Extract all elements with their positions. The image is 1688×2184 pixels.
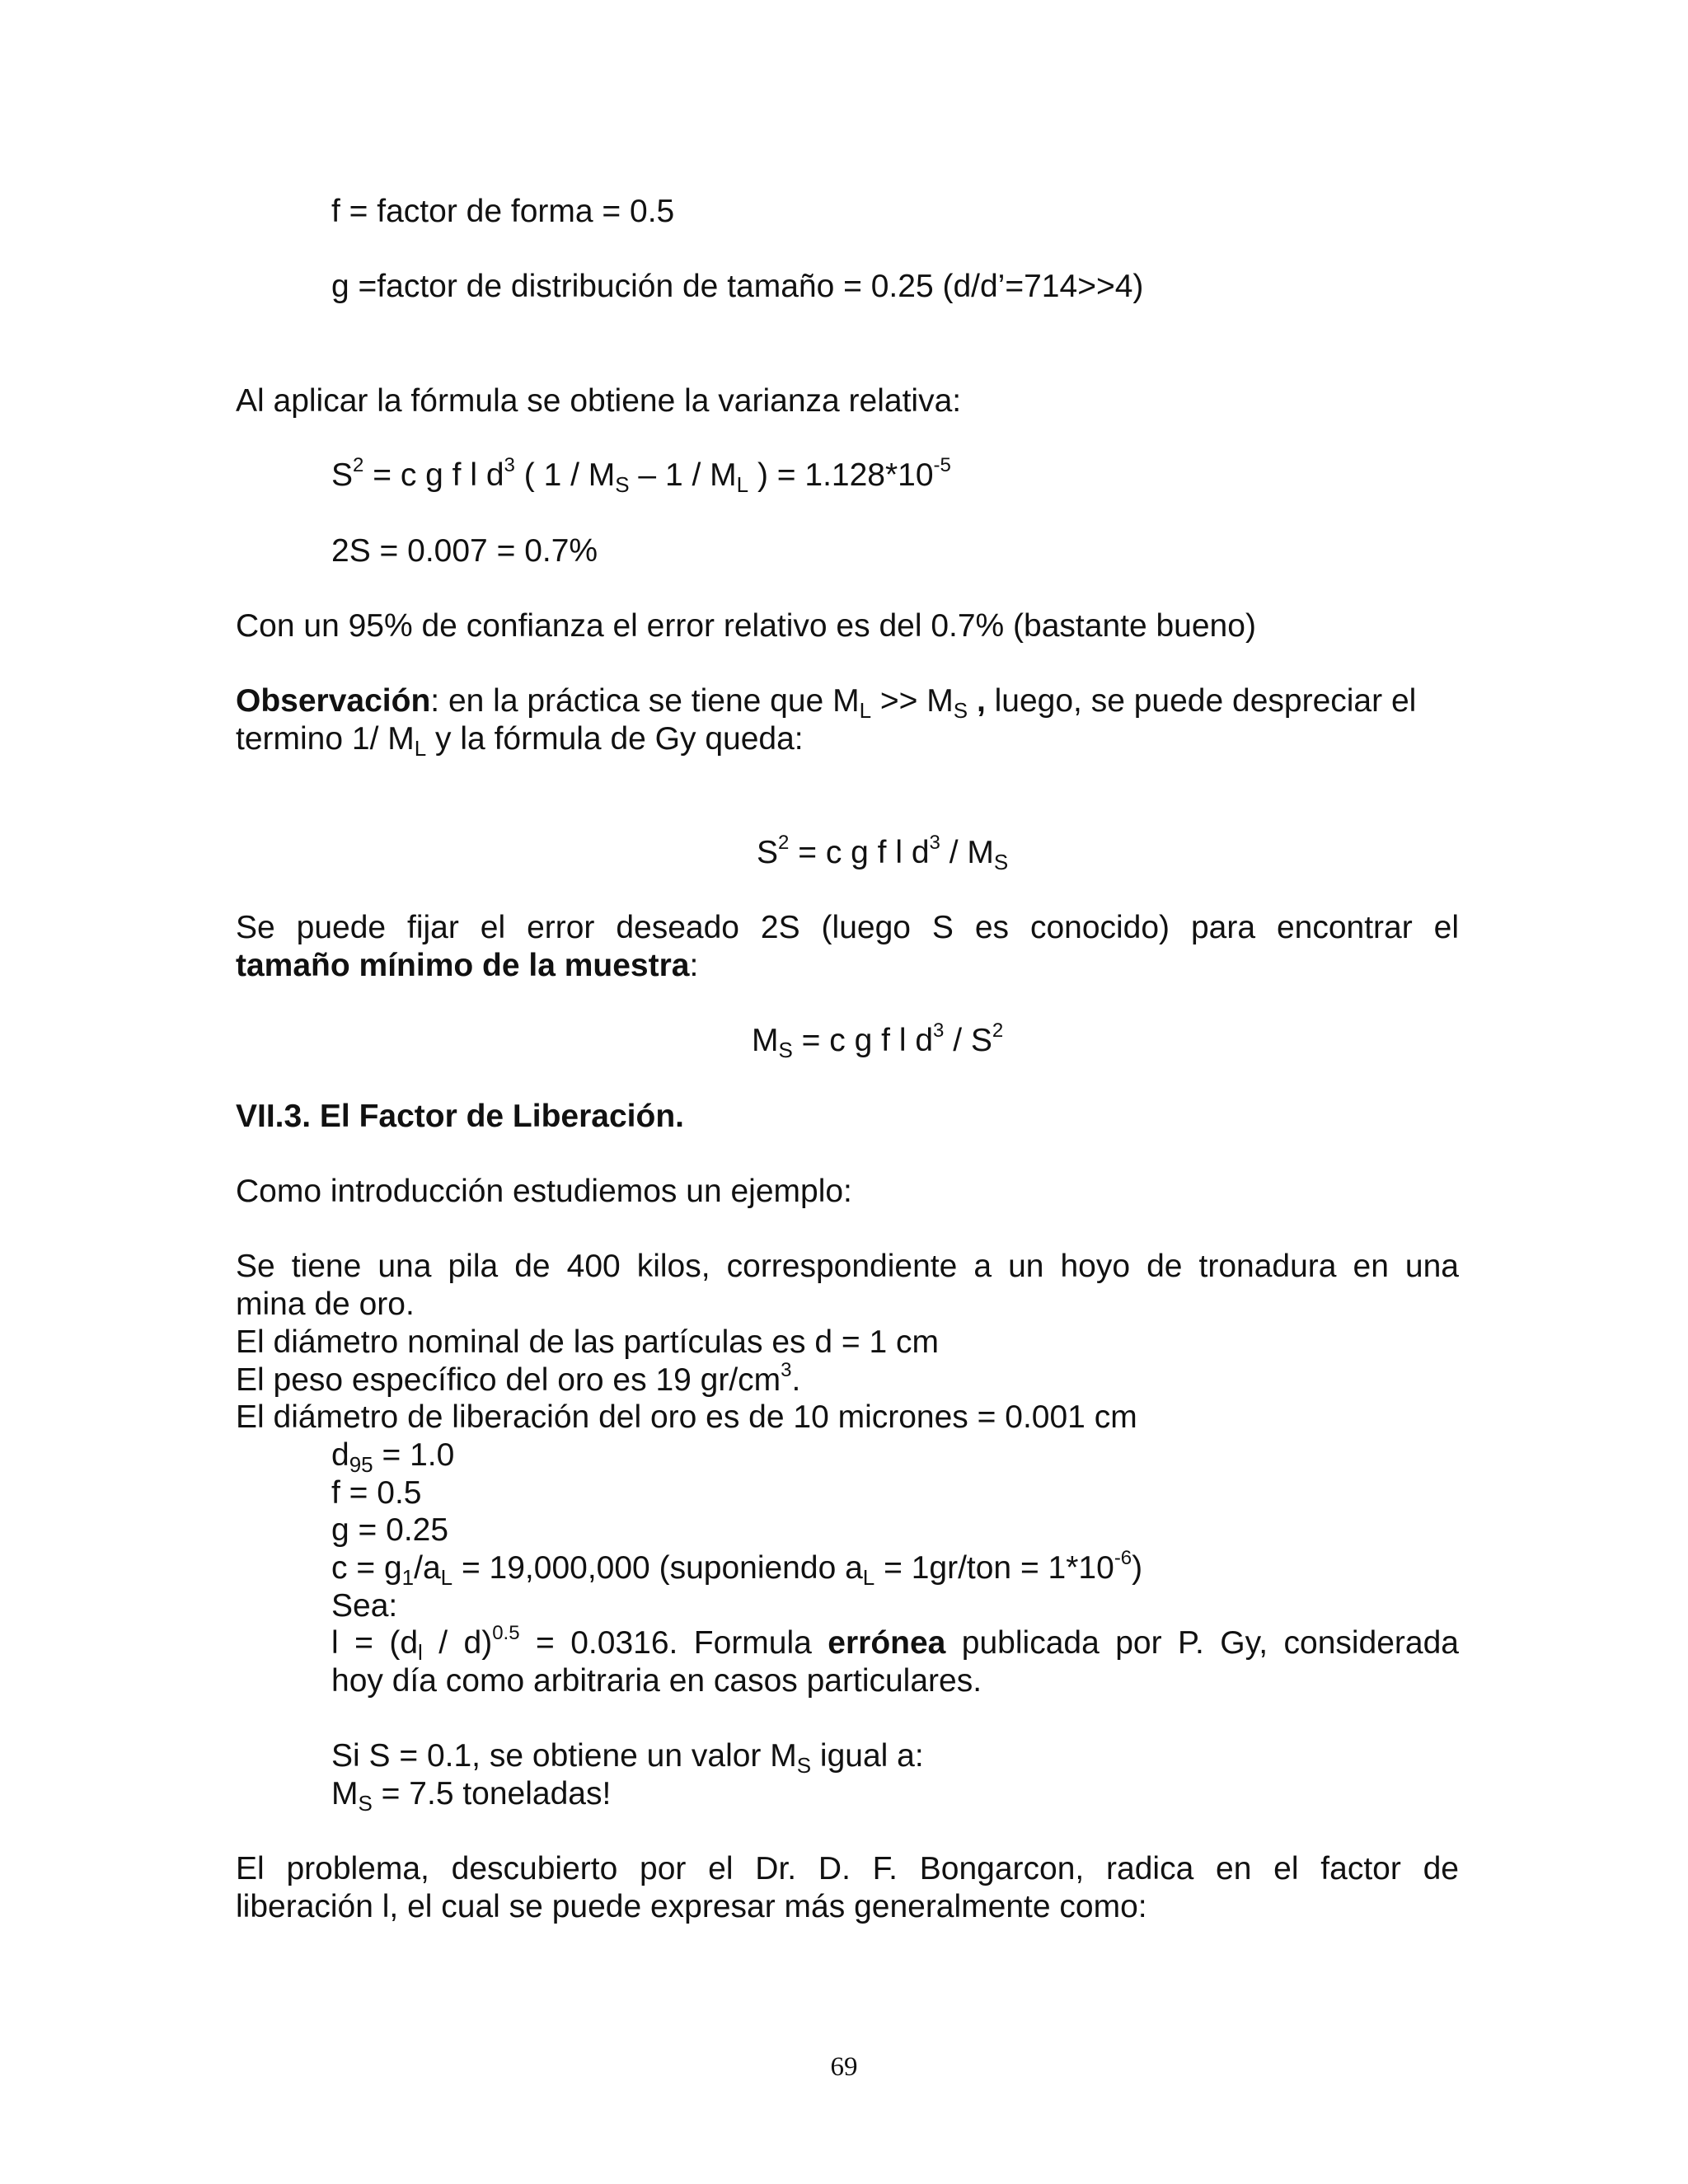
- text-line: El peso específico del oro es 19 $gr/cm^3$.: [236, 1359, 801, 1398]
- formula-gy: $S^2 = c$ g f l $d^3 / M_S$: [757, 832, 1009, 874]
- text-line: Con un 95% de confianza el error relativo es del 0.7% (bastante bueno): [236, 608, 1256, 644]
- text-line: f = factor de forma = 0.5: [331, 194, 675, 229]
- observation-line: Observación: en la práctica se tiene que $M_L >> M_S$ , luego, se puede despreciar el: [236, 683, 1417, 723]
- text-line: Se puede fijar el error deseado 2S (luego S es conocido) para encontrar el: [236, 910, 1459, 945]
- text-line: g = 0.25: [331, 1512, 449, 1548]
- text-line: $c = g_1/a_L = 19,000,000$ (suponiendo $a_L = 1gr/ton = 1*10^{-6}$): [331, 1547, 1143, 1590]
- formula-variance: $S^2 = c$ g f l $d^3$ ( $1 / M_S - 1 / M_L$ ) = $1.128*10^{-5}$: [331, 454, 951, 497]
- text-line: $M_S = 7.5$ toneladas!: [331, 1776, 612, 1816]
- text-line: Sea:: [331, 1588, 398, 1624]
- text-line: mina de oro.: [236, 1286, 415, 1322]
- text-line: El diámetro de liberación del oro es de 10 micrones = 0.001 cm: [236, 1399, 1137, 1435]
- formula-min-sample: $M_S = c$ g f l $d^3 / S^2$: [752, 1019, 1004, 1062]
- text-line: $l = (d_l / d)^{0.5} = 0.0316$. Formula errónea publicada por P. Gy, considerada: [331, 1622, 1459, 1665]
- text-line: Como introducción estudiemos un ejemplo:: [236, 1174, 852, 1209]
- text-line: hoy día como arbitraria en casos particulares.: [331, 1663, 982, 1699]
- text-line: g =factor de distribución de tamaño = 0.25 (d/d’=714>>4): [331, 269, 1144, 304]
- text-line: f = 0.5: [331, 1475, 422, 1511]
- section-heading: VII.3. El Factor de Liberación.: [236, 1099, 684, 1134]
- observation-line-2: termino 1/ $M_L$ y la fórmula de Gy queda:: [236, 721, 804, 761]
- text-line: $d_{95} = 1.0$: [331, 1437, 455, 1477]
- text-line: El diámetro nominal de las partículas es d = 1 cm: [236, 1324, 939, 1360]
- text-line: tamaño mínimo de la muestra:: [236, 948, 699, 983]
- page-number: 69: [830, 2052, 858, 2082]
- text-line: liberación l, el cual se puede expresar más generalmente como:: [236, 1889, 1147, 1924]
- text-line: Si S = 0.1, se obtiene un valor $M_S$ igual a:: [331, 1738, 924, 1778]
- text-line: 2S = 0.007 = 0.7%: [331, 533, 598, 569]
- text-line: Al aplicar la fórmula se obtiene la varianza relativa:: [236, 383, 962, 419]
- text-line: Se tiene una pila de 400 kilos, correspondiente a un hoyo de tronadura en una: [236, 1249, 1459, 1284]
- text-line: El problema, descubierto por el Dr. D. F. Bongarcon, radica en el factor de: [236, 1851, 1459, 1886]
